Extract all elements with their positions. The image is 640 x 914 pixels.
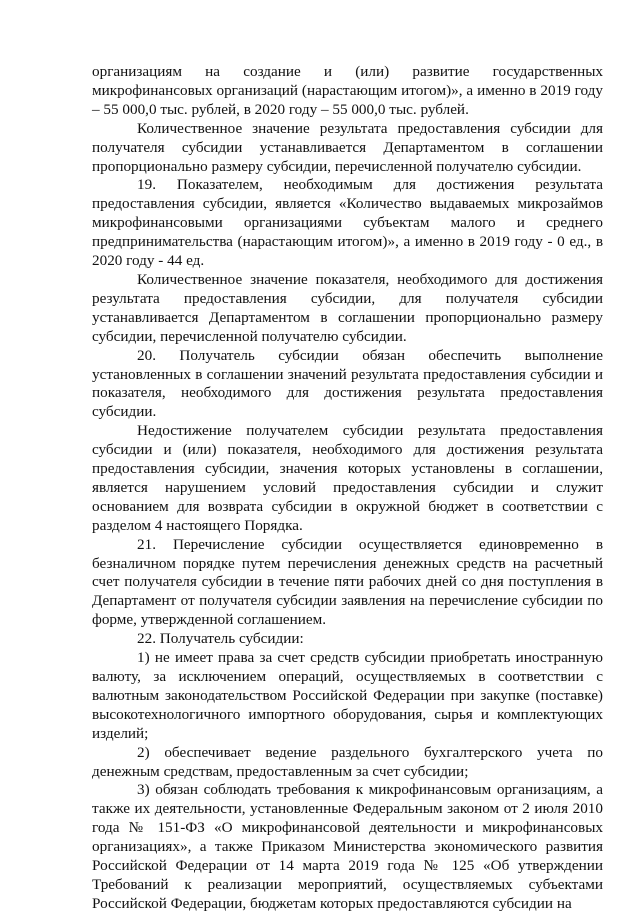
paragraph-item-20: 20. Получатель субсидии обязан обеспечить выполнение установленных в соглашении значений результата предоставления субсидии и показателя, необходимого для достижения результата предоставления субсидии. (92, 346, 603, 421)
paragraph-subitem-2: 2) обеспечивает ведение раздельного бухгалтерского учета по денежным средствам, предоставленным за счет субсидии; (92, 743, 603, 780)
paragraph-item-22: 22. Получатель субсидии: (137, 630, 304, 648)
paragraph-non-achievement: Недостижение получателем субсидии результата предоставления субсидии и (или) показателя, необходимого для достижения результата предоставления субсидии, значения которых установлены в соглашении, является нарушением условий предоставления субсидии и служит основанием для возврата субсидии в окружной бюджет в соответствии с разделом 4 настоящего Порядка. (92, 422, 603, 534)
paragraph-subitem-1: 1) не имеет права за счет средств субсидии приобретать иностранную валюту, за исключением операций, осуществляемых в соответствии с валютным законодательством Российской Федерации при закупке (поставке) высокотехнологичного импортного оборудования, сырья и комплектующих изделий; (92, 649, 603, 742)
paragraph-indicator-quantity: Количественное значение показателя, необходимого для достижения результата предоставления субсидии, для получателя субсидии устанавливается Департаментом в соглашении пропорционально размеру субсидии, перечисленной получателю субсидии. (92, 270, 603, 345)
paragraph-result-quantity: Количественное значение результата предоставления субсидии для получателя субсидии устанавливается Департаментом в соглашении пропорционально размеру субсидии, перечисленной получателю субсидии. (92, 119, 603, 175)
paragraph-item-21: 21. Перечисление субсидии осуществляется единовременно в безналичном порядке путем перечисления денежных средств на расчетный счет получателя субсидии в течение пяти рабочих дней со дня поступления в Департамент от получателя субсидии заявления на перечисление субсидии по форме, утвержденной соглашением. (92, 535, 603, 629)
document-page (92, 63, 603, 914)
paragraph-subitem-3: 3) обязан соблюдать требования к микрофинансовым организациям, а также их деятельности, установленные Федеральным законом от 2 июля 2010 года № 151-ФЗ «О микрофинансовой деятельности и микрофинансовых организациях», а также Приказом Министерства экономического развития Российской Федерации от 14 марта 2019 года № 125 «Об утверждении Требований к реализации мероприятий, осуществляемых субъектами Российской Федерации, бюджетам которых предоставляются субсидии на (92, 781, 603, 912)
paragraph-continuation-goal: организациям на создание и (или) развитие государственных микрофинансовых организаций (нарастающим итогом)», а именно в 2019 году – 55 000,0 тыс. рублей, в 2020 году – 55 000,0 тыс. рублей. (92, 63, 603, 118)
paragraph-item-19: 19. Показателем, необходимым для достижения результата предоставления субсидии, является «Количество выдаваемых микрозаймов микрофинансовыми организациями субъектам малого и среднего предпринимательства (нарастающим итогом)», а именно в 2019 году - 0 ед., в 2020 году - 44 ед. (92, 176, 603, 270)
